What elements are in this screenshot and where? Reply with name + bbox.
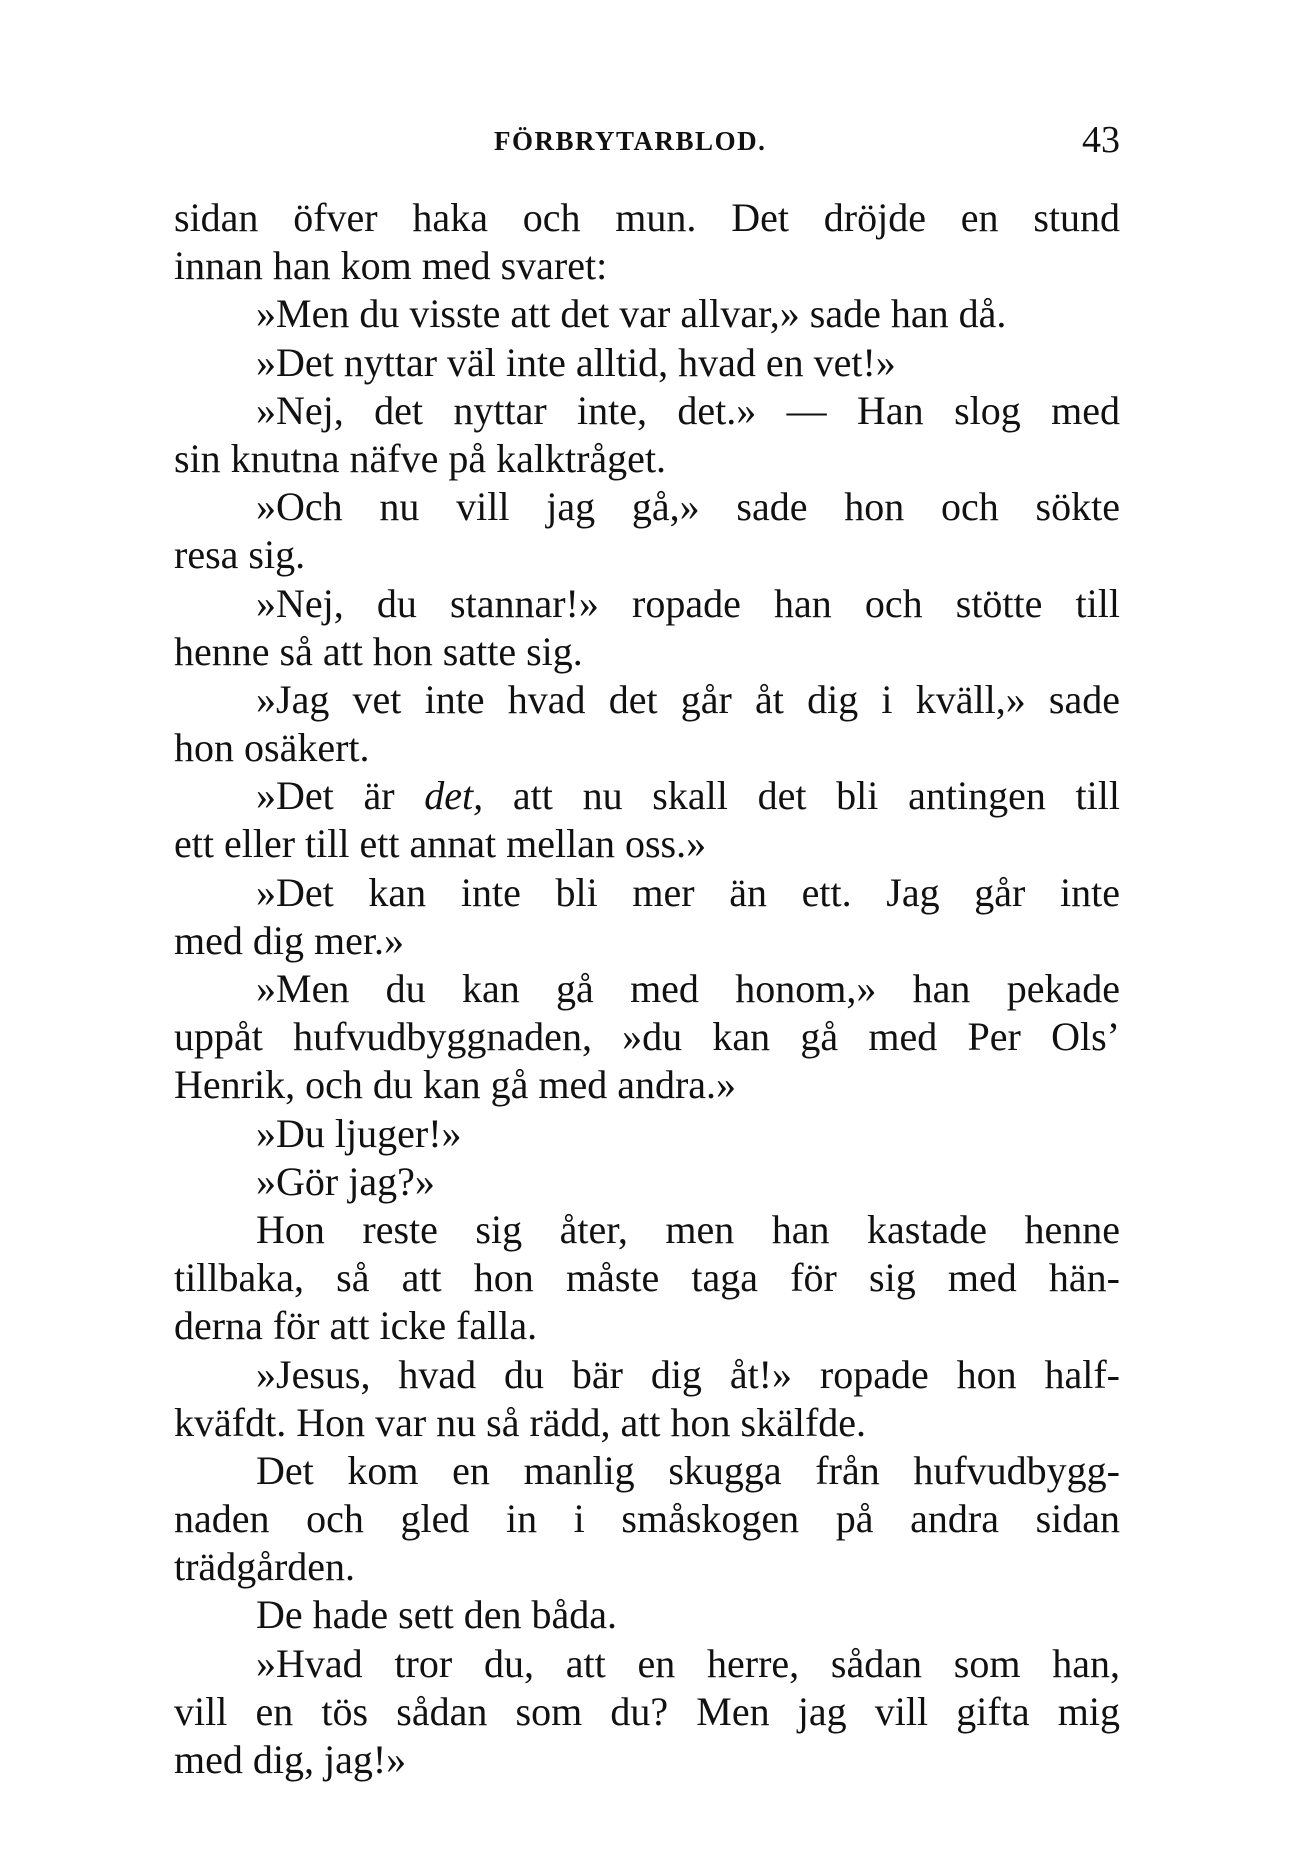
text-line: trädgården.: [174, 1544, 356, 1590]
text-line: »Och nu vill jag gå,» sade hon och sökte: [256, 484, 1120, 530]
text-line: uppåt hufvudbyggnaden, »du kan gå med Per Ols’: [174, 1014, 1120, 1060]
text-line: »Det nyttar väl inte alltid, hvad en vet!»: [256, 339, 896, 385]
text-line: innan han kom med svaret:: [174, 243, 608, 289]
text-line: »Hvad tror du, att en herre, sådan som han,: [256, 1640, 1120, 1686]
text-line: resa sig.: [174, 532, 306, 578]
text-line: »Jag vet inte hvad det går åt dig i kväll,» sade: [256, 676, 1120, 722]
text-line: med dig, jag!»: [174, 1737, 407, 1782]
text-line: vill en tös sådan som du? Men jag vill gifta mig: [174, 1688, 1120, 1734]
text-line: Henrik, och du kan gå med andra.»: [174, 1062, 737, 1108]
text-line: tillbaka, så att hon måste taga för sig med hän-: [174, 1255, 1120, 1301]
text-line: Hon reste sig åter, men han kastade henne: [256, 1206, 1120, 1252]
text-line: De hade sett den båda.: [256, 1592, 617, 1638]
text-line: Det kom en manlig skugga från hufvudbygg-: [256, 1447, 1120, 1493]
body-text: [174, 194, 1120, 1784]
text-line: »Nej, du stannar!» ropade han och stötte till: [256, 580, 1120, 626]
running-title: FÖRBRYTARBLOD.: [494, 126, 767, 156]
text-segment: »Det är: [256, 773, 425, 819]
text-line: henne så att hon satte sig.: [174, 628, 583, 674]
text-line: kväfdt. Hon var nu så rädd, att hon skälfde.: [174, 1399, 867, 1445]
text-line: »Nej, det nyttar inte, det.» — Han slog med: [256, 387, 1120, 433]
text-line: ett eller till ett annat mellan oss.»: [174, 821, 707, 867]
page-number: 43: [1082, 119, 1120, 161]
text-line: »Men du kan gå med honom,» han pekade: [256, 966, 1120, 1011]
text-line: »Men du visste att det var allvar,» sade han då.: [256, 291, 1007, 337]
text-line: »Du ljuger!»: [256, 1110, 462, 1156]
text-line: med dig mer.»: [174, 917, 404, 963]
running-head: [174, 118, 1120, 162]
text-line: »Gör jag?»: [256, 1158, 435, 1204]
text-segment: att nu skall det bli antingen till: [483, 773, 1120, 819]
emphasized-word: det,: [424, 773, 484, 819]
text-line: hon osäkert.: [174, 725, 370, 771]
text-line: sin knutna näfve på kalktråget.: [174, 435, 667, 481]
text-line: naden och gled in i småskogen på andra sidan: [174, 1496, 1120, 1542]
text-line: [174, 772, 1120, 820]
text-line: derna för att icke falla.: [174, 1303, 538, 1349]
text-line: »Det kan inte bli mer än ett. Jag går inte: [256, 869, 1120, 915]
text-line: sidan öfver haka och mun. Det dröjde en stund: [174, 195, 1120, 240]
text-line: »Jesus, hvad du bär dig åt!» ropade hon half-: [256, 1351, 1120, 1397]
